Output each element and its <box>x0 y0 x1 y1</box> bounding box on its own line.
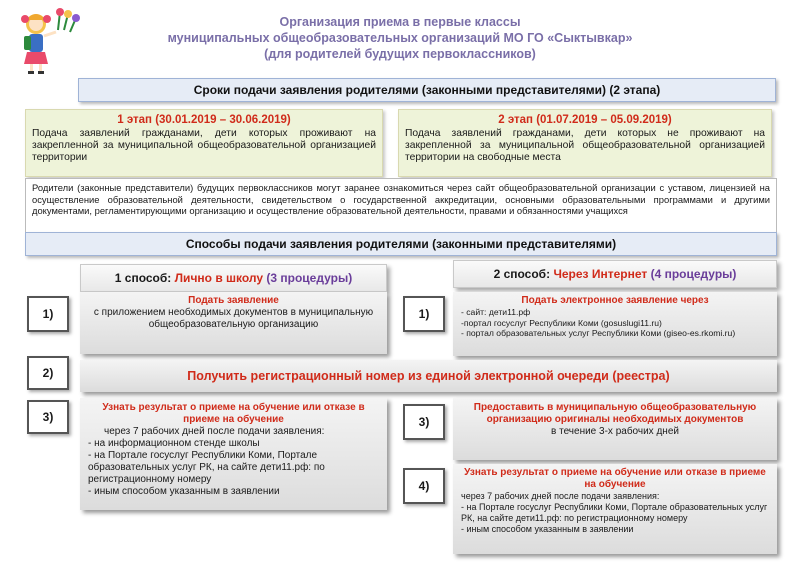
m2-step1-heading: Подать электронное заявление через <box>521 295 709 306</box>
m2-step4-box <box>453 464 777 554</box>
step-number-4: 4) <box>403 468 445 504</box>
m2-step1-line3: - портал образовательных услуг Республики Коми (giseo-es.rkomi.ru) <box>461 328 736 338</box>
m2-step4-line3: - иным способом указанным в заявлении <box>461 524 634 534</box>
stage-1-text: Подача заявлений гражданами, дети которых проживают на закрепленной за муниципальной общеобразовательной организацией территории <box>32 128 376 163</box>
step-number-2: 2) <box>27 356 69 390</box>
deadlines-banner: Сроки подачи заявления родителями (законными представителями) (2 этапа) <box>78 78 776 102</box>
method-1-suffix: (3 процедуры) <box>263 271 353 285</box>
m1-step3-line4: - иным способом указанным в заявлении <box>88 486 280 497</box>
m2-step1-line1: - сайт: дети11.рф <box>461 307 531 317</box>
m2-step1-box <box>453 292 777 356</box>
stage-1-box <box>25 109 383 177</box>
m1-step3-box <box>80 398 387 510</box>
m2-step4-line2: - на Портале госуслуг Республики Коми, Портале образовательных услуг РК, на сайте дети11.рф: по регистрационному номеру <box>461 502 768 523</box>
m1-step3-heading: Узнать результат о приеме на обучение или отказе в приеме на обучение <box>102 402 365 425</box>
m1-step3-line2: - на информационном стенде школы <box>88 438 260 449</box>
step-number-3-right: 3) <box>403 404 445 440</box>
m2-step1-line2: -портал госуслуг Республики Коми (gosuslugi11.ru) <box>461 317 662 328</box>
parents-note: Родители (законные представители) будущих первоклассников могут заранее ознакомиться через сайт общеобразовательной организации с уставом, лицензией на осуществление образовательной деятельности, свидетельством о государственной аккредитации, основными образовательными программами и другими документами, регламентирующими организацию и осуществление образовательной деятельности, правами и обязанностями учащихся <box>25 178 777 234</box>
step-number-1-left: 1) <box>27 296 69 332</box>
m1-step3-line3: - на Портале госуслуг Республики Коми, Портале образовательных услуг РК, на сайте дети11.рф: по регистрационному номеру <box>88 450 325 485</box>
step-number-1-right: 1) <box>403 296 445 332</box>
stage-2-text: Подача заявлений гражданами, дети которых не проживают на закрепленной за муниципальной общеобразовательной организацией территории на свободные места <box>405 128 765 163</box>
method-1-prefix: 1 способ: <box>114 271 175 285</box>
method-1-main: Лично в школу <box>174 271 264 285</box>
method-2-header <box>453 260 777 288</box>
stage-2-heading: 2 этап (01.07.2019 – 05.09.2019) <box>498 114 672 126</box>
method-2-main: Через Интернет <box>553 267 648 281</box>
title-line-2: муниципальных общеобразовательных организаций МО ГО «Сыктывкар» <box>167 31 633 45</box>
m2-step3-text: в течение 3-х рабочих дней <box>551 426 679 437</box>
schoolgirl-illustration <box>14 6 86 78</box>
m2-step3-box <box>453 398 777 460</box>
page-title <box>100 14 700 62</box>
method-2-prefix: 2 способ: <box>493 267 554 281</box>
title-line-1: Организация приема в первые классы <box>279 15 521 29</box>
m1-step1-text: с приложением необходимых документов в муниципальную общеобразовательную организацию <box>93 307 374 330</box>
step2-common-box: Получить регистрационный номер из единой электронной очереди (реестра) <box>80 360 777 392</box>
step-number-3-left: 3) <box>27 400 69 434</box>
m1-step1-box <box>80 292 387 354</box>
m2-step3-heading: Предоставить в муниципальную общеобразовательную организацию оригиналы необходимых документов <box>473 402 757 425</box>
m2-step4-heading: Узнать результат о приеме на обучение или отказе в приеме на обучение <box>464 467 766 490</box>
m1-step3-line1: через 7 рабочих дней после подачи заявления: <box>104 426 325 437</box>
m1-step1-heading: Подать заявление <box>188 295 279 306</box>
method-1-header <box>80 264 387 292</box>
method-2-suffix: (4 процедуры) <box>647 267 737 281</box>
m2-step4-line1: через 7 рабочих дней после подачи заявления: <box>461 491 660 501</box>
methods-banner: Способы подачи заявления родителями (законными представителями) <box>25 232 777 256</box>
title-line-3: (для родителей будущих первоклассников) <box>264 47 536 61</box>
stage-1-heading: 1 этап (30.01.2019 – 30.06.2019) <box>117 114 291 126</box>
stage-2-box <box>398 109 772 177</box>
